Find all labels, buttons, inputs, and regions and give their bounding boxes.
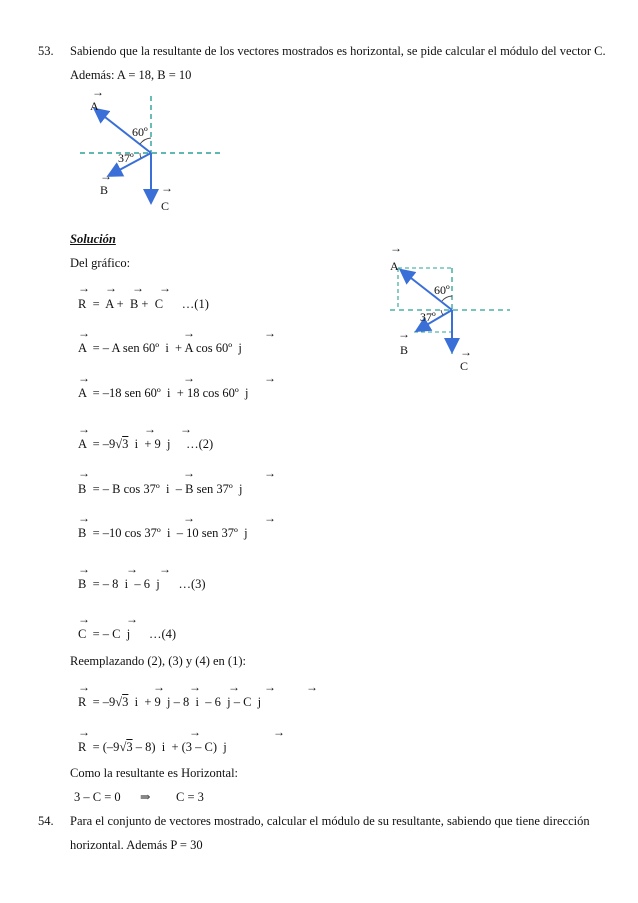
equation-5: B = – B cos 37º i – B sen 37º j [78, 482, 243, 496]
label-C-2: C [460, 359, 469, 373]
problem-54-statement-2: horizontal. Además P = 30 [70, 838, 203, 852]
arrow-B-2: → [398, 327, 410, 341]
label-B-1: B [100, 183, 109, 197]
problem-53-number: 53. [38, 44, 54, 58]
implies-symbol: ⇒ [140, 790, 151, 804]
eq10-radicand: 3 [126, 740, 133, 754]
angle-arc-37-2 [441, 310, 443, 315]
angle-60-label-2: 60º [434, 283, 450, 297]
equation-1: R = A + B + C …(1) [78, 297, 209, 311]
eq6-arrows: → → → [78, 511, 276, 525]
arrow-A-2: → [390, 241, 402, 255]
angle-37-label-1: 37º [118, 151, 134, 165]
final-equation-left: 3 – C = 0 [74, 790, 121, 804]
eq10-post: – 8) i + (3 – C) j [132, 740, 227, 754]
problem-54-statement: Para el conjunto de vectores mostrado, calcular el módulo de su resultante, sabiendo que tiene dirección [70, 814, 590, 828]
eq4-radicand: 3 [122, 437, 129, 451]
label-B-2: B [400, 343, 409, 357]
eq4-pre: A = –9 [78, 437, 116, 451]
eq9-arrows: → → → → → → [78, 680, 318, 694]
problem-53-statement: Sabiendo que la resultante de los vectores mostrados es horizontal, se pide calcular el módulo del vector C. [70, 44, 606, 58]
eq9-pre: R = –9 [78, 695, 116, 709]
angle-37-label-2: 37º [420, 310, 436, 324]
horizontal-label: Como la resultante es Horizontal: [70, 766, 239, 780]
vector-diagram-2 [380, 236, 510, 376]
solution-title: Solución [70, 232, 116, 246]
angle-arc-37 [140, 153, 141, 158]
eq9-radicand: 3 [122, 695, 129, 709]
from-graph-label: Del gráfico: [70, 256, 131, 270]
eq3-arrows: → → → [78, 371, 276, 385]
eq4-arrows: → → → [78, 422, 192, 436]
label-A-2: A [390, 259, 399, 273]
equation-3: A = –18 sen 60º i + 18 cos 60º j [78, 386, 249, 400]
equation-6: B = –10 cos 37º i – 10 sen 37º j [78, 526, 248, 540]
eq2-arrows: → → → [78, 326, 276, 340]
arrow-C-1: → [161, 181, 173, 195]
problem-54-number: 54. [38, 814, 54, 828]
label-C-1: C [161, 199, 170, 213]
final-equation-right: C = 3 [176, 790, 204, 804]
equation-8: C = – C j …(4) [78, 627, 177, 641]
eq1-arrows: → → → → [78, 281, 171, 295]
equation-7: B = – 8 i – 6 j …(3) [78, 577, 206, 591]
equation-2: A = – A sen 60º i + A cos 60º j [78, 341, 242, 355]
vector-diagram-1 [60, 84, 320, 224]
equation-4: A = –9√3 i + 9 j …(2) [78, 437, 214, 451]
problem-53-data: Además: A = 18, B = 10 [70, 68, 192, 82]
replacing-label: Reemplazando (2), (3) y (4) en (1): [70, 654, 246, 668]
eq10-arrows: → → → [78, 725, 285, 739]
angle-60-label-1: 60º [132, 125, 148, 139]
label-A-1: A [90, 99, 99, 113]
eq5-arrows: → → → [78, 466, 276, 480]
arrow-A-1: → [92, 85, 104, 99]
eq9-post: i + 9 j – 8 i – 6 j – C j [128, 695, 262, 709]
arrow-C-2: → [460, 345, 472, 359]
equation-9: R = –9√3 i + 9 j – 8 i – 6 j – C j [78, 695, 262, 709]
eq4-post: i + 9 j …(2) [128, 437, 214, 451]
eq7-arrows: → → → [78, 562, 171, 576]
eq8-arrows: → → [78, 612, 138, 626]
eq10-pre: R = (–9 [78, 740, 120, 754]
equation-10: R = (–9√3 – 8) i + (3 – C) j [78, 740, 227, 754]
arrow-B-1: → [100, 169, 112, 183]
